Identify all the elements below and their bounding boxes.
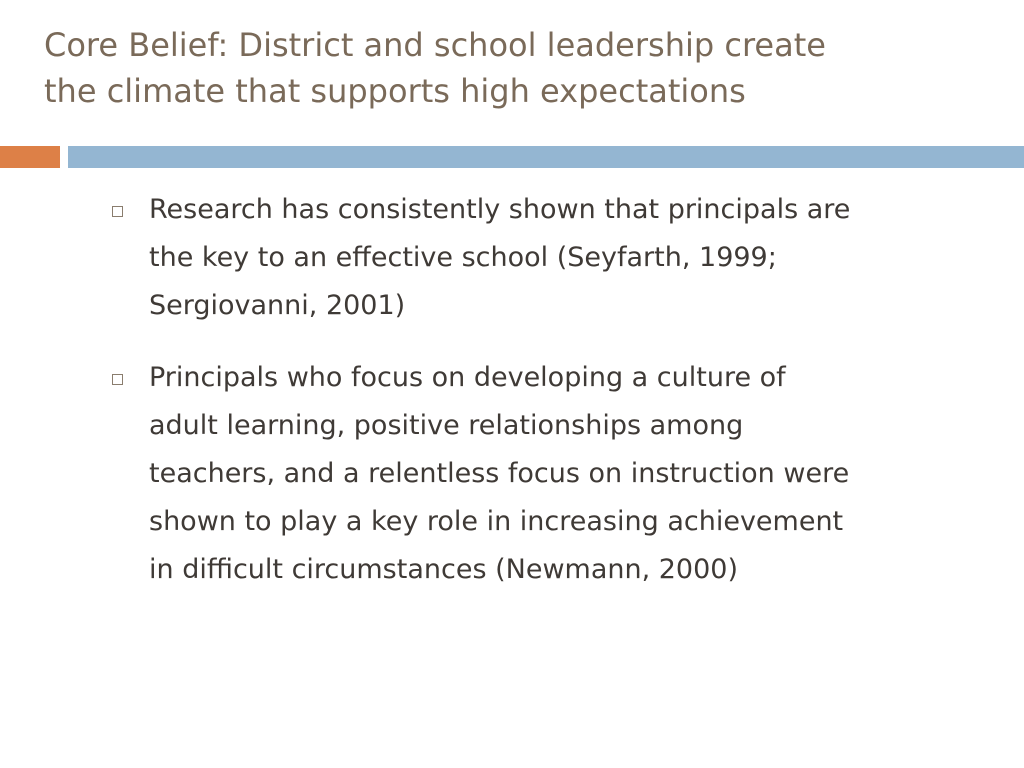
bullet-line: Research has consistently shown that principals are	[149, 194, 851, 225]
bullet-list	[0, 186, 1024, 618]
bullet-line: Principals who focus on developing a culture of	[149, 362, 786, 393]
title-line-2: the climate that supports high expectations	[44, 72, 746, 110]
bullet-line: the key to an effective school (Seyfarth, 1999;	[149, 242, 777, 273]
slide-title	[44, 22, 1004, 114]
title-rule-bar	[68, 146, 1024, 168]
bullet-line: shown to play a key role in increasing achievement	[149, 506, 844, 537]
hollow-square-bullet-icon	[112, 374, 123, 385]
bullet-text	[149, 354, 1024, 594]
bullet-line: Sergiovanni, 2001)	[149, 290, 406, 321]
title-line-1: Core Belief: District and school leadership create	[44, 26, 826, 64]
title-rule-accent	[0, 146, 60, 168]
bullet-text	[149, 186, 1024, 330]
hollow-square-bullet-icon	[112, 206, 123, 217]
bullet-line: adult learning, positive relationships among	[149, 410, 744, 441]
bullet-item	[0, 186, 1024, 330]
bullet-line: in difficult circumstances (Newmann, 2000)	[149, 554, 739, 585]
bullet-line: teachers, and a relentless focus on instruction were	[149, 458, 850, 489]
bullet-item	[0, 354, 1024, 594]
